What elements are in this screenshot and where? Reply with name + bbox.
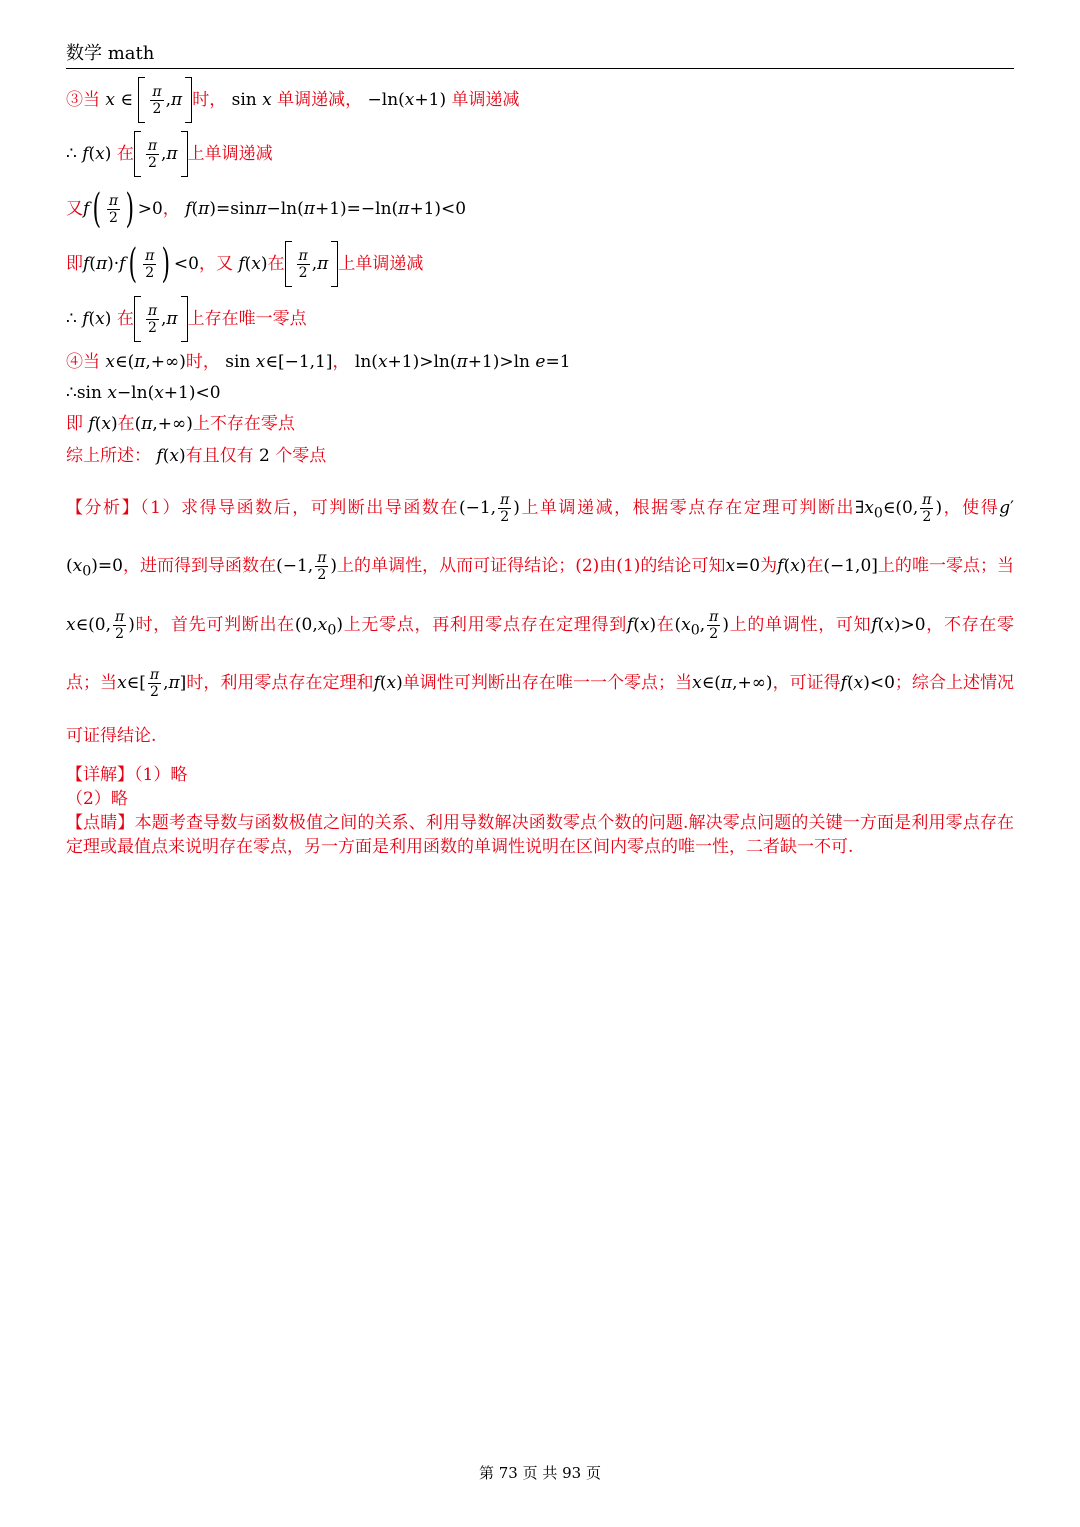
text-summary: 综上所述：: [66, 446, 151, 466]
text-ie-2: 即: [66, 414, 83, 434]
text-in: 在: [116, 144, 134, 164]
analysis-text-4: 得: [980, 498, 1000, 518]
analysis-text-13: 上的单: [728, 614, 783, 635]
analysis-text-17: 单调性可判断出存在唯一一个零点；: [402, 673, 676, 694]
detail-part-1: （1）略: [134, 765, 188, 786]
analysis-text-19: ，可证得: [772, 673, 841, 694]
text-unique-zero: 上存在唯一零点: [187, 309, 307, 329]
text-also: 又: [66, 199, 83, 219]
case-3-label: ③当: [66, 90, 100, 110]
analysis-tag: 【分析】: [66, 498, 141, 518]
detail-section: [66, 763, 1014, 811]
solution-line-summary: 综上所述： f ( x ) 有且仅有 2 个零点: [66, 446, 327, 466]
analysis-text-20: ；综合上述情况可证得结论.: [66, 673, 1015, 747]
analysis-text-16: 时，利用零点存在定理和: [186, 673, 374, 694]
text-comma: ，: [162, 199, 180, 219]
text-in-3: 在: [116, 309, 134, 329]
analysis-text-2: 上单调递减，根据零点存在定理可判断出: [519, 498, 855, 518]
solution-line-unique-zero: ∴ f ( x ) 在 $\frac{\pi}{2}$ , π 上存在唯一零点: [66, 292, 1014, 346]
analysis-text-6: 上的单调性，从而可证得结论；(2)由(1)的结论可知: [337, 556, 726, 577]
analysis-text-8: 在: [806, 556, 824, 577]
text-decreasing-2: 上单调递减: [338, 254, 424, 274]
solution-line-product: 即 f ( π )· f ( $\frac{\pi}{2}$ ) <0 ，又 f ( x ) 在 $\frac{\pi}{2}$ , π 上单调递减: [66, 241, 424, 287]
page-footer: 第 73 页 共 93 页: [478, 1464, 601, 1482]
zero-count: 2: [258, 446, 270, 466]
analysis-text-5: ，进而得到导函数在: [122, 556, 277, 577]
comment-text: 本题考查导数与函数极值之间的关系、利用导数解决函数零点个数的问题.解决零点问题的关键一方面是利用零点存在定理或最值点来说明存在零点，另一方面是利用函数的单调性说明在区间内零点的唯一性，二者缺一不可.: [66, 813, 1015, 858]
solution-line-therefore-1: ∴ f ( x ) 在 $\frac{\pi}{2}$ , π 上单调递减: [66, 126, 1014, 182]
analysis-text-7: 为: [760, 556, 778, 577]
analysis-text-12: 在: [656, 614, 675, 635]
solution-line-therefore-2: ∴sin x −ln( x +1)<0: [66, 383, 221, 403]
analysis-text-18: 当: [675, 673, 693, 694]
text-comma-2: ，: [332, 352, 350, 372]
analysis-text-10: 时，首先可判断出在: [134, 614, 295, 635]
case-3-when: 时，: [192, 90, 227, 110]
analysis-text-1: （1）求得导函数后，可判断出导函数在: [140, 498, 459, 518]
case-3-decrease-1: 单调递减，: [277, 90, 363, 110]
comment-section: [66, 811, 1014, 859]
analysis-text-15: ，不存在零点；当: [66, 614, 1015, 694]
case-4-when: 时，: [185, 352, 220, 372]
solution-line-also: 又 f ( $\frac{\pi}{2}$ ) >0 ， f ( π )=sin π −ln( π +1)=−ln( π +1)<0: [66, 186, 467, 232]
text-zeros: 个零点: [275, 446, 327, 466]
page-header: 数学 math: [66, 43, 155, 64]
text-exactly: 有且仅有: [185, 446, 254, 466]
case-4-label: ④当: [66, 352, 100, 372]
page-content: [66, 74, 1014, 859]
solution-line-3: ③当 x ∈ $\frac{\pi}{2}$ , π 时， sin x 单调递减， −ln( x +1) 单调递减: [66, 74, 1014, 126]
text-decreasing: 上单调递减: [187, 144, 273, 164]
header-divider: [66, 68, 1014, 69]
case-3-decrease-2: 单调递减: [451, 90, 520, 110]
text-in-4: 在: [117, 414, 135, 434]
analysis-section: 【分析】（1）求得导函数后，可判断出导函数在(−1, $\frac{\pi}{2}$ )上单调递减，根据零点存在定理可判断出$\exists x_0\in(0$, $\frac{\pi}{2}$ )，使得$g'(x_0)=0$，进而得到导函数在(−1, $\frac{\pi}{2}$ )上的单调性，从而可证得结论；(2)由(1)的结论可知x=0为f(x)在(−1,0]上的唯一零点；当x∈(0, $\frac{\pi}{2}$ )时，首先可判断出在$(0,x_0)$上无零点，再利用零点存在定理得到f(x)在($x_0$, $\frac{\pi}{2}$ )上的单调性，可知f(x)>0，不存在零点；当x∈[ $\frac{\pi}{2}$ ,π]时，利用零点存在定理和f(x)单调性可判断出存在唯一一个零点；当x∈(π,+∞)，可证得f(x)<0；综合上述情况可证得结论.: [66, 492, 1015, 747]
detail-tag: 【详解】: [66, 765, 134, 786]
text-ie: 即: [66, 254, 83, 274]
analysis-text-9: 上的唯一零点；当: [877, 556, 1015, 577]
comment-tag: 【点睛】: [66, 813, 135, 834]
detail-part-2: （2）略: [66, 789, 128, 810]
text-no-zero: 上不存在零点: [192, 414, 295, 434]
analysis-text-14: 调性，可知: [782, 614, 872, 635]
text-also-2: ，又: [198, 254, 233, 274]
solution-line-no-zero: 即 f ( x ) 在 ( π ,+∞) 上不存在零点: [66, 414, 295, 434]
analysis-text-3: ，使: [942, 498, 981, 518]
text-in-2: 在: [267, 254, 285, 274]
analysis-text-11: 上无零点，再利用零点存在定理得到: [343, 614, 627, 635]
solution-line-4: ④当 x ∈( π ,+∞) 时， sin x ∈[−1,1] ， ln( x +1)>ln( π +1)>ln e =1: [66, 352, 571, 372]
